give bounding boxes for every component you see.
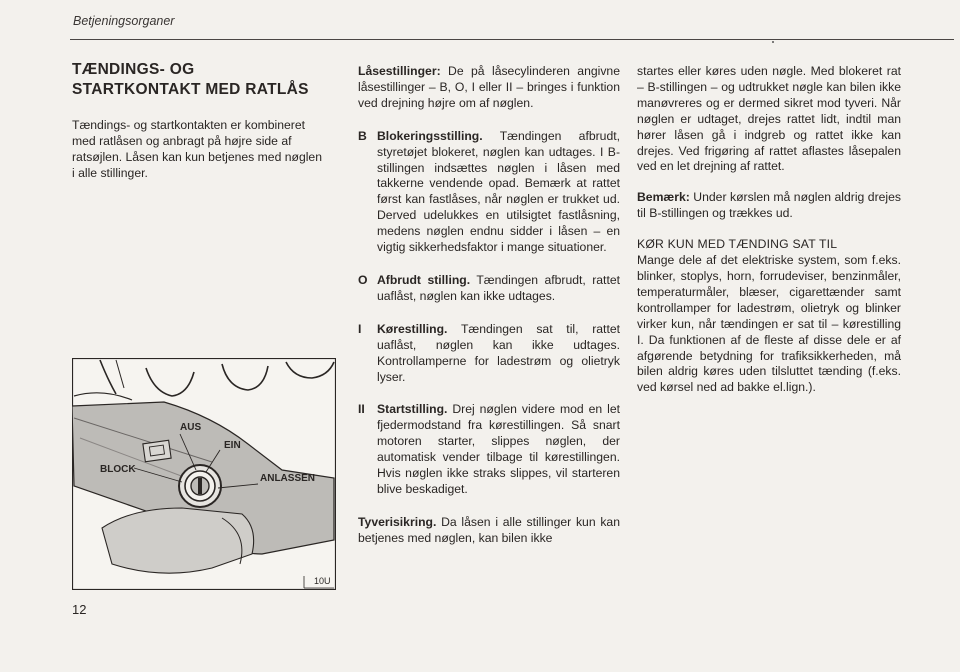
position-heading-i: Kørestilling. — [377, 321, 448, 336]
position-marker-ii: II — [358, 402, 365, 417]
note-text: Under kørslen må nøglen aldrig drejes til B-stillingen og trækkes ud. — [637, 190, 901, 221]
position-item-ii — [358, 402, 620, 497]
print-speck — [772, 41, 774, 43]
ignition-warning-text: Mange dele af det elektriske system, som f.eks. blinker, stoplys, horn, forrudeviser, benzinmåler, temperaturmåler, blæser, cigarettænder samt kontrollamper for ladestrøm, olietryk og blinker virker kun, når tændingen er sat til – kørestilling I. Da funktionen af de fleste af disse dele er af afgørende betydning for trafiksikkerheden, må bilen aldrig køres uden tilsluttet tænding (f.eks. ved kørsel ned ad bakke el.lign.). — [637, 253, 901, 395]
label-block: BLOCK — [100, 464, 136, 475]
ignition-lock-illustration — [72, 358, 336, 590]
theft-protection-continued: startes eller køres uden nøgle. Med blokeret rat – B-stillingen – og udtrukket nøgle kan bilen ikke manøvreres og er dermed sikret mod tyveri. Når nøglen er udtaget, drejes rattet lidt, indtil man hører låsen gå i indgreb og rattet ikke kan drejes. Ved frigøring af rattet aflastes låsepalen ved en let drejning af rattet. — [637, 64, 901, 174]
label-aus: AUS — [180, 422, 202, 433]
position-item-o — [358, 273, 620, 305]
lock-positions-heading: Låsestillinger: — [358, 64, 441, 78]
figure-code: 10U — [314, 576, 331, 586]
lock-positions-paragraph — [358, 64, 620, 112]
section-header: Betjeningsorganer — [73, 14, 175, 28]
column-1 — [72, 60, 328, 182]
note-heading: Bemærk: — [637, 190, 690, 205]
column-3 — [637, 64, 901, 396]
column-2 — [358, 64, 620, 547]
position-heading-o: Afbrudt stilling. — [377, 272, 471, 287]
position-marker-b: B — [358, 128, 367, 143]
position-item-b — [358, 129, 620, 256]
header-divider — [70, 39, 954, 40]
position-text-o: Tændingen afbrudt, rattet uaflåst, nøglen kan ikke udtages. — [377, 272, 620, 303]
position-text-i: Tændingen sat til, rattet uaflåst, nøglen kan ikke udtages. Kontrollamperne for ladestrøm og olietryk lyser. — [377, 321, 620, 384]
page-number: 12 — [72, 602, 87, 617]
theft-protection-paragraph — [358, 515, 620, 547]
position-heading-b: Blokeringsstilling. — [377, 128, 483, 143]
position-heading-ii: Startstilling. — [377, 402, 448, 417]
position-marker-i: I — [358, 321, 362, 336]
lock-positions-text: De på låsecylinderen angivne låsestillinger – B, O, I eller II – bringes i funktion ved drejning højre om af nøglen. — [358, 64, 620, 110]
position-text-b: Tændingen afbrudt, styretøjet blokeret, nøglen kan udtages. I B-stillingen indsættes nøglen i låsen med takkerne vendende opad. Bemærk at rattet først kan fastlåses, når nøglen er trukket ud. Derved udelukkes en utilsigtet fastlåsning, medens nøglen endnu sidder i låsen – en vigtig sikkerhedsfaktor i mange situationer. — [377, 128, 620, 255]
label-ein: EIN — [224, 440, 241, 451]
label-anlassen: ANLASSEN — [260, 473, 316, 484]
ignition-warning-heading: KØR KUN MED TÆNDING SAT TIL — [637, 237, 838, 252]
title-line-2: STARTKONTAKT MED RATLÅS — [72, 81, 309, 98]
position-marker-o: O — [358, 272, 368, 287]
intro-paragraph: Tændings- og startkontakten er kombineret med ratlåsen og anbragt på højre side af ratsøjlen. Låsen kan kun betjenes med nøglen i alle stillinger. — [72, 118, 322, 180]
page-title — [72, 60, 328, 100]
position-text-ii: Drej nøglen videre mod en let fjedermodstand fra kørestillingen. Så snart motoren starter, slippes nøglen, der automatisk vender tilbage til kørestillingen. Hvis nøglen ikke straks slippes, vil starteren blive beskadiget. — [377, 402, 620, 496]
title-line-1: TÆNDINGS- OG — [72, 61, 195, 78]
theft-protection-text: Da låsen i alle stillinger kun kan betjenes med nøglen, kan bilen ikke — [358, 514, 620, 545]
note-paragraph — [637, 190, 901, 222]
theft-protection-heading: Tyverisikring. — [358, 514, 437, 529]
position-item-i — [358, 322, 620, 386]
